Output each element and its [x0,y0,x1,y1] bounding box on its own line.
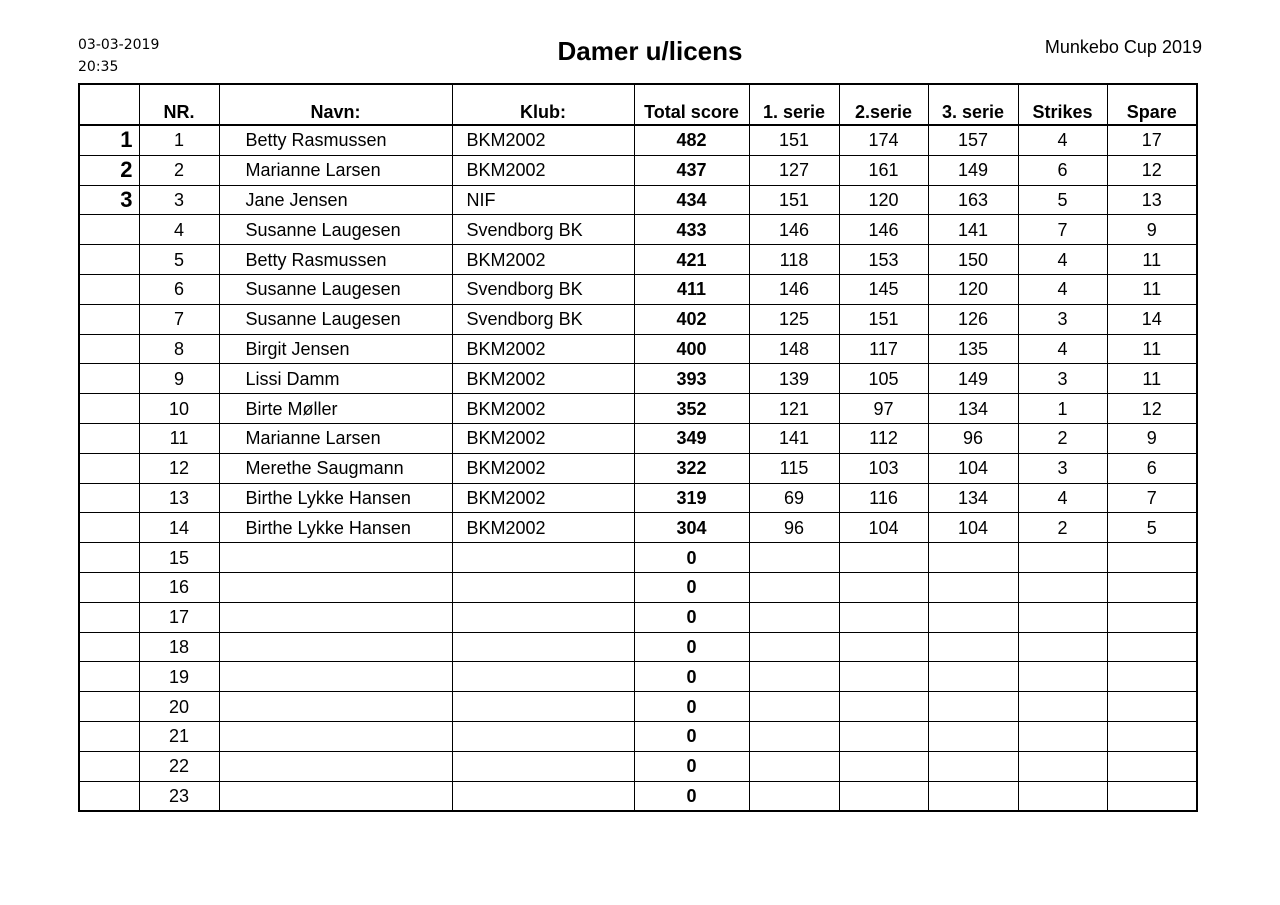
cell-nr: 10 [139,394,219,424]
cell-nr: 15 [139,543,219,573]
cell-club: BKM2002 [452,334,634,364]
cell-serie-3 [928,572,1018,602]
cell-total: 433 [634,215,749,245]
cell-nr: 1 [139,125,219,155]
col-header-name: Navn: [219,84,452,125]
cell-nr: 3 [139,185,219,215]
cell-serie-1: 151 [749,125,839,155]
cell-nr: 12 [139,453,219,483]
cell-spare: 11 [1107,364,1197,394]
cell-serie-1 [749,662,839,692]
cell-club [452,751,634,781]
cell-spare [1107,721,1197,751]
cell-serie-2: 104 [839,513,928,543]
col-header-serie-1: 1. serie [749,84,839,125]
cell-serie-1: 151 [749,185,839,215]
print-date: 03-03-2019 [78,37,160,53]
cell-name: Merethe Saugmann [219,453,452,483]
cell-serie-2 [839,751,928,781]
placement [79,334,139,364]
cell-total: 400 [634,334,749,364]
table-row [79,483,1197,513]
cell-nr: 13 [139,483,219,513]
cell-strikes [1018,751,1107,781]
cell-club: Svendborg BK [452,304,634,334]
col-header-total: Total score [634,84,749,125]
cell-total: 434 [634,185,749,215]
cell-serie-1: 96 [749,513,839,543]
table-row [79,334,1197,364]
cell-serie-2 [839,662,928,692]
cell-serie-3: 134 [928,483,1018,513]
cell-spare: 6 [1107,453,1197,483]
table-row [79,394,1197,424]
cell-club [452,662,634,692]
cell-spare: 12 [1107,394,1197,424]
cell-name: Birte Møller [219,394,452,424]
cell-nr: 21 [139,721,219,751]
cell-serie-2 [839,721,928,751]
cell-club: BKM2002 [452,423,634,453]
cell-serie-2 [839,781,928,811]
cell-spare [1107,632,1197,662]
table-row [79,692,1197,722]
cell-serie-2: 117 [839,334,928,364]
cell-spare [1107,751,1197,781]
cell-name: Marianne Larsen [219,423,452,453]
cell-serie-3: 126 [928,304,1018,334]
cell-name: Lissi Damm [219,364,452,394]
cell-serie-3 [928,662,1018,692]
cell-serie-3 [928,721,1018,751]
col-header-serie-3: 3. serie [928,84,1018,125]
cell-strikes [1018,662,1107,692]
placement: 3 [79,185,139,215]
cell-nr: 5 [139,245,219,275]
cell-name: Betty Rasmussen [219,245,452,275]
cell-strikes: 2 [1018,423,1107,453]
cell-spare: 11 [1107,334,1197,364]
cell-strikes: 3 [1018,364,1107,394]
cell-strikes [1018,602,1107,632]
cell-spare: 17 [1107,125,1197,155]
cell-name [219,692,452,722]
cell-nr: 9 [139,364,219,394]
cell-spare [1107,572,1197,602]
cell-strikes: 4 [1018,483,1107,513]
cell-serie-2 [839,602,928,632]
cell-club [452,721,634,751]
cell-name [219,781,452,811]
cell-strikes: 1 [1018,394,1107,424]
cell-total: 393 [634,364,749,394]
cell-serie-1 [749,543,839,573]
cell-serie-1: 69 [749,483,839,513]
placement [79,304,139,334]
cell-nr: 11 [139,423,219,453]
cell-club: NIF [452,185,634,215]
cell-serie-2 [839,543,928,573]
cell-serie-2: 120 [839,185,928,215]
cell-name [219,602,452,632]
cell-serie-1 [749,632,839,662]
cell-serie-3: 141 [928,215,1018,245]
cell-club: BKM2002 [452,245,634,275]
cell-serie-1: 127 [749,155,839,185]
cell-total: 437 [634,155,749,185]
placement [79,215,139,245]
cell-spare [1107,662,1197,692]
table-row [79,632,1197,662]
cell-nr: 14 [139,513,219,543]
placement [79,602,139,632]
cell-serie-2: 145 [839,274,928,304]
placement [79,513,139,543]
cell-spare [1107,543,1197,573]
cell-name [219,632,452,662]
cell-name [219,721,452,751]
cell-name: Susanne Laugesen [219,304,452,334]
table-row [79,185,1197,215]
cell-serie-3: 104 [928,453,1018,483]
cell-nr: 7 [139,304,219,334]
cell-serie-2: 161 [839,155,928,185]
placement [79,364,139,394]
cell-spare: 11 [1107,274,1197,304]
table-row [79,423,1197,453]
cell-club: BKM2002 [452,155,634,185]
cell-total: 0 [634,721,749,751]
cell-club: BKM2002 [452,364,634,394]
cell-serie-1 [749,572,839,602]
cell-serie-2 [839,632,928,662]
cell-name: Marianne Larsen [219,155,452,185]
cell-serie-3: 134 [928,394,1018,424]
placement [79,543,139,573]
cell-total: 0 [634,543,749,573]
cell-strikes: 4 [1018,125,1107,155]
placement [79,781,139,811]
page-title: Damer u/licens [557,36,743,66]
cell-strikes: 2 [1018,513,1107,543]
cell-strikes [1018,692,1107,722]
cell-strikes [1018,572,1107,602]
cell-club: BKM2002 [452,483,634,513]
cell-serie-1: 139 [749,364,839,394]
cell-serie-3: 96 [928,423,1018,453]
col-header-place [79,84,139,125]
cell-club [452,632,634,662]
table-row [79,751,1197,781]
table-row [79,274,1197,304]
placement [79,423,139,453]
cell-nr: 17 [139,602,219,632]
cell-total: 0 [634,692,749,722]
cell-nr: 6 [139,274,219,304]
results-body [79,125,1197,811]
cell-strikes: 3 [1018,453,1107,483]
cell-total: 352 [634,394,749,424]
cell-serie-2: 105 [839,364,928,394]
cell-name: Jane Jensen [219,185,452,215]
cell-nr: 2 [139,155,219,185]
placement [79,692,139,722]
cell-name: Betty Rasmussen [219,125,452,155]
cell-name: Susanne Laugesen [219,274,452,304]
placement [79,632,139,662]
cell-serie-1 [749,781,839,811]
col-header-serie-2: 2.serie [839,84,928,125]
cell-club [452,543,634,573]
cell-serie-2 [839,692,928,722]
cell-serie-3: 149 [928,155,1018,185]
cell-serie-3 [928,692,1018,722]
cell-total: 0 [634,602,749,632]
cell-total: 0 [634,781,749,811]
placement: 2 [79,155,139,185]
cell-serie-3: 157 [928,125,1018,155]
table-row [79,125,1197,155]
cell-serie-1: 141 [749,423,839,453]
cell-strikes: 5 [1018,185,1107,215]
cell-name [219,543,452,573]
cell-serie-1 [749,751,839,781]
cell-club: BKM2002 [452,394,634,424]
cell-club: Svendborg BK [452,215,634,245]
table-row [79,513,1197,543]
cell-total: 0 [634,662,749,692]
placement [79,483,139,513]
cell-strikes: 3 [1018,304,1107,334]
cell-serie-3: 104 [928,513,1018,543]
col-header-nr: NR. [139,84,219,125]
cell-serie-1: 125 [749,304,839,334]
table-row [79,155,1197,185]
table-row [79,781,1197,811]
cell-club: Svendborg BK [452,274,634,304]
cell-strikes: 4 [1018,334,1107,364]
cell-serie-2: 146 [839,215,928,245]
cell-strikes: 6 [1018,155,1107,185]
cell-total: 349 [634,423,749,453]
cell-strikes [1018,543,1107,573]
cell-club [452,781,634,811]
cell-serie-2: 112 [839,423,928,453]
table-header-row [79,84,1197,125]
table-row [79,215,1197,245]
cell-total: 0 [634,632,749,662]
cell-strikes: 4 [1018,245,1107,275]
cell-strikes: 7 [1018,215,1107,245]
cell-nr: 8 [139,334,219,364]
placement [79,394,139,424]
cell-serie-2: 116 [839,483,928,513]
cell-total: 482 [634,125,749,155]
cell-club: BKM2002 [452,513,634,543]
cell-strikes [1018,781,1107,811]
cell-club [452,692,634,722]
cell-serie-2: 103 [839,453,928,483]
cell-serie-1: 148 [749,334,839,364]
cell-serie-1: 146 [749,274,839,304]
cell-spare: 7 [1107,483,1197,513]
results-table [78,83,1198,812]
cell-serie-1: 121 [749,394,839,424]
cell-total: 0 [634,751,749,781]
cell-total: 402 [634,304,749,334]
cell-club: BKM2002 [452,125,634,155]
cell-serie-2: 151 [839,304,928,334]
cell-total: 0 [634,572,749,602]
cell-nr: 19 [139,662,219,692]
print-time: 20:35 [78,59,119,75]
cell-total: 411 [634,274,749,304]
cell-serie-3 [928,602,1018,632]
cell-total: 322 [634,453,749,483]
cell-spare [1107,692,1197,722]
placement [79,453,139,483]
cell-spare: 9 [1107,423,1197,453]
cell-serie-1: 146 [749,215,839,245]
cell-serie-3: 135 [928,334,1018,364]
cell-serie-3 [928,751,1018,781]
cell-spare: 5 [1107,513,1197,543]
cell-serie-2: 153 [839,245,928,275]
cell-total: 304 [634,513,749,543]
cell-serie-3: 163 [928,185,1018,215]
cell-spare [1107,781,1197,811]
cell-nr: 16 [139,572,219,602]
cell-serie-3 [928,632,1018,662]
cell-name [219,572,452,602]
table-row [79,721,1197,751]
cell-nr: 18 [139,632,219,662]
col-header-strikes: Strikes [1018,84,1107,125]
cell-serie-2 [839,572,928,602]
cell-club [452,602,634,632]
table-row [79,453,1197,483]
cell-name [219,751,452,781]
table-row [79,602,1197,632]
cell-club: BKM2002 [452,453,634,483]
cell-serie-1: 115 [749,453,839,483]
cell-strikes: 4 [1018,274,1107,304]
cell-serie-2: 174 [839,125,928,155]
placement [79,662,139,692]
cell-nr: 4 [139,215,219,245]
placement [79,274,139,304]
table-row [79,245,1197,275]
cell-spare: 14 [1107,304,1197,334]
table-row [79,572,1197,602]
cell-strikes [1018,632,1107,662]
placement [79,572,139,602]
cell-spare: 11 [1107,245,1197,275]
cell-name: Birthe Lykke Hansen [219,483,452,513]
cell-nr: 22 [139,751,219,781]
cell-name [219,662,452,692]
cell-nr: 20 [139,692,219,722]
cell-spare: 12 [1107,155,1197,185]
placement [79,721,139,751]
cell-spare [1107,602,1197,632]
placement [79,245,139,275]
cell-name: Birthe Lykke Hansen [219,513,452,543]
cell-serie-3: 120 [928,274,1018,304]
cell-club [452,572,634,602]
table-row [79,543,1197,573]
cell-spare: 9 [1107,215,1197,245]
cell-total: 421 [634,245,749,275]
table-row [79,662,1197,692]
cell-strikes [1018,721,1107,751]
cell-serie-1: 118 [749,245,839,275]
cell-spare: 13 [1107,185,1197,215]
table-row [79,364,1197,394]
cell-serie-3 [928,781,1018,811]
cell-serie-2: 97 [839,394,928,424]
event-name: Munkebo Cup 2019 [1044,37,1202,57]
cell-name: Birgit Jensen [219,334,452,364]
col-header-spare: Spare [1107,84,1197,125]
cell-serie-1 [749,721,839,751]
cell-serie-3: 150 [928,245,1018,275]
placement [79,751,139,781]
cell-serie-3: 149 [928,364,1018,394]
cell-serie-1 [749,602,839,632]
cell-serie-1 [749,692,839,722]
table-row [79,304,1197,334]
cell-total: 319 [634,483,749,513]
cell-serie-3 [928,543,1018,573]
placement: 1 [79,125,139,155]
cell-name: Susanne Laugesen [219,215,452,245]
cell-nr: 23 [139,781,219,811]
col-header-club: Klub: [452,84,634,125]
